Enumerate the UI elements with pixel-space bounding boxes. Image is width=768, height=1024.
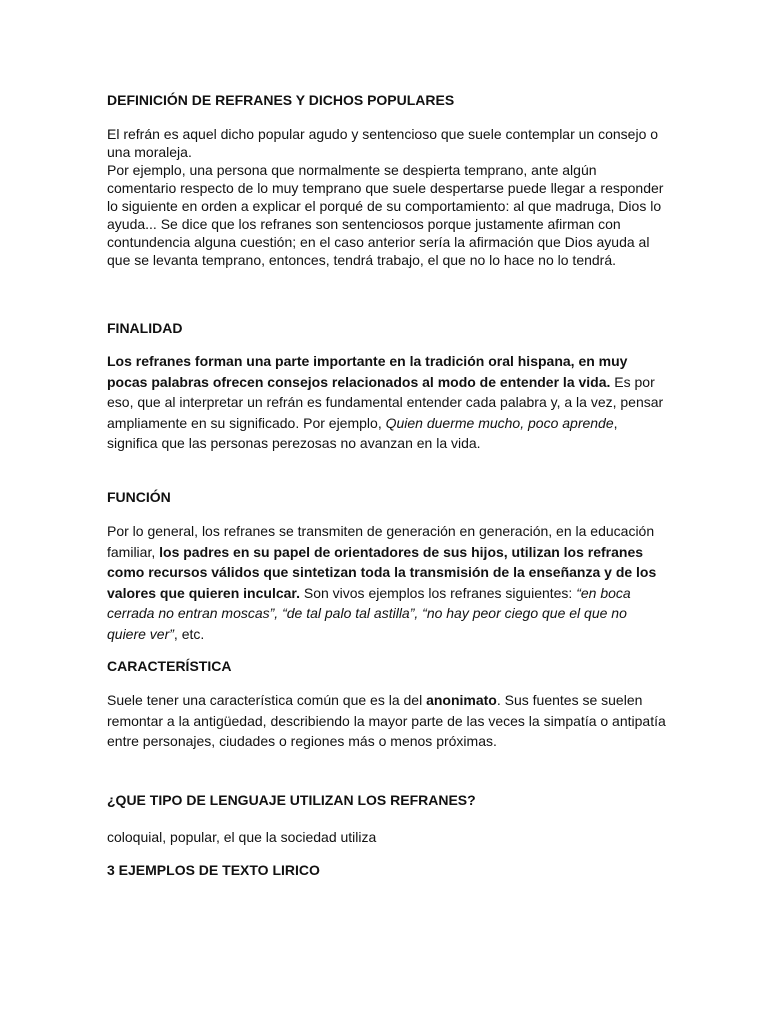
section-heading-definicion: DEFINICIÓN DE REFRANES Y DICHOS POPULARES [107,92,455,108]
caracteristica-text: Suele tener una característica común que es la del [107,692,427,708]
section-heading-finalidad: FINALIDAD [107,320,183,336]
finalidad-text: Es por eso, que al interpretar un refrán es fundamental entender cada palabra y, a la vez, pensar ampliamente en su significado. Por ejemplo, [107,373,664,431]
finalidad-bold-text: Los refranes forman una parte importante en la tradición oral hispana, en muy pocas palabras ofrecen consejos relacionados al modo de entender la vida. [107,353,628,390]
caracteristica-text-end: . Sus fuentes se suelen remontar a la antigüedad, describiendo la mayor parte de las veces la simpatía o antipatía entre personajes, ciudades o regiones más o menos próximas. [107,692,666,749]
funcion-text: Por lo general, los refranes se transmiten de generación en generación, en la educación familiar, [107,523,655,560]
section-heading-caracteristica: CARACTERÍSTICA [107,658,232,674]
caracteristica-bold-word: anonimato [426,692,497,708]
funcion-text-end: , etc. [173,625,205,642]
funcion-italic-proverbs: “en boca cerrada no entran moscas”, “de tal palo tal astilla”, “no hay peor ciego que el que no quiere ver” [107,584,631,642]
paragraph-definicion-intro: El refrán es aquel dicho popular agudo y sentencioso que suele contemplar un consejo o una moraleja. [107,126,659,160]
funcion-text-mid: Son vivos ejemplos los refranes siguientes: [299,584,577,601]
section-heading-lenguaje: ¿QUE TIPO DE LENGUAJE UTILIZAN LOS REFRANES? [107,792,476,808]
paragraph-finalidad [107,351,667,454]
paragraph-lenguaje: coloquial, popular, el que la sociedad utiliza [107,829,377,845]
funcion-bold-text: los padres en su papel de orientadores de sus hijos, utilizan los refranes como recursos válidos que sintetizan toda la transmisión de la enseñanza y de los valores que quieren inculcar. [107,543,657,601]
paragraph-caracteristica [107,690,667,752]
section-heading-ejemplos-lirico: 3 EJEMPLOS DE TEXTO LIRICO [107,862,320,878]
section-heading-funcion: FUNCIÓN [107,489,171,505]
finalidad-text-end: , significa que las personas perezosas no avanzan en la vida. [107,414,618,451]
paragraph-definicion-ejemplo: Por ejemplo, una persona que normalmente se despierta temprano, ante algún comentario respecto de lo muy temprano que suele despertarse puede llegar a responder lo siguiente en orden a explicar el porqué de su comportamiento: al que madruga, Dios lo ayuda... Se dice que los refranes son sentenciosos porque justamente afirman con contundencia alguna cuestión; en el caso anterior sería la afirmación que Dios ayuda al que se levanta temprano, entonces, tendrá trabajo, el que no lo hace no lo tendrá. [107,162,664,268]
paragraph-funcion [107,521,667,644]
finalidad-italic-proverb: Quien duerme mucho, poco aprende [385,414,614,431]
